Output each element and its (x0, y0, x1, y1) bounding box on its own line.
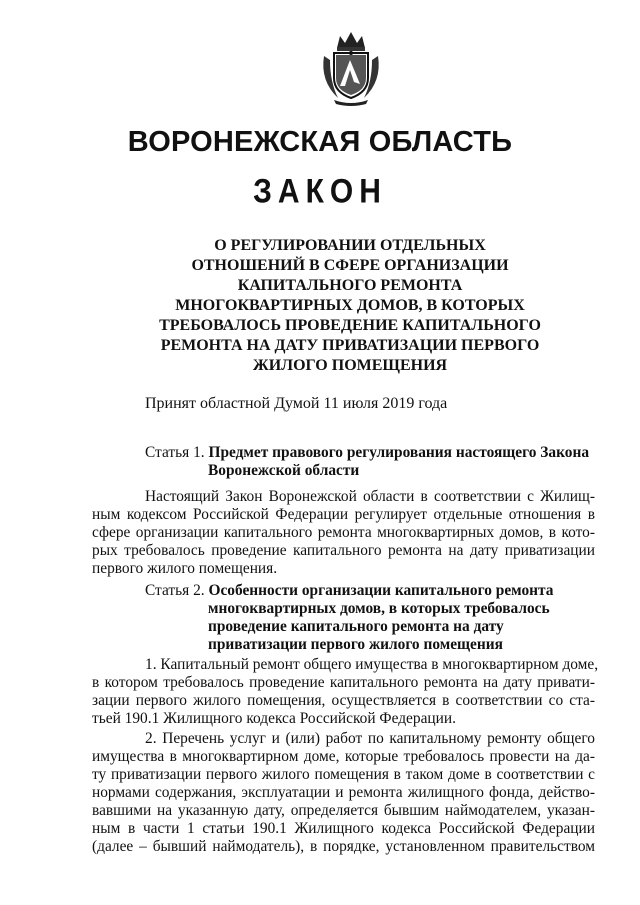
paragraph-line: 1. Капитальный ремонт общего имущества в многоквартирном доме, (145, 656, 599, 673)
law-title-line: ЖИЛОГО ПОМЕЩЕНИЯ (252, 357, 448, 374)
paragraph-line: сфере организации капитального ремонта многоквартирных домов, в кото- (92, 524, 595, 541)
article-label: Статья 1. (145, 444, 205, 461)
coat-of-arms-icon (310, 26, 392, 108)
article-heading: проведение капитального ремонта на дату (208, 618, 504, 635)
law-title-line: ОТНОШЕНИЙ В СФЕРЕ ОРГАНИЗАЦИИ (191, 257, 509, 274)
paragraph-line: (далее – бывший наймодатель), в порядке, установленном правительством (92, 838, 595, 855)
document-type: ЗАКОН (253, 172, 387, 211)
article-heading: многоквартирных домов, в которых требовалось (208, 600, 550, 617)
article-heading: Особенности организации капитального ремонта (208, 582, 554, 599)
law-title-line: О РЕГУЛИРОВАНИИ ОТДЕЛЬНЫХ (214, 237, 486, 254)
adoption-date: Принят областной Думой 11 июля 2019 года (145, 395, 448, 412)
paragraph-line: первого жилого помещения. (92, 560, 278, 577)
paragraph-line: 2. Перечень услуг и (или) работ по капитальному ремонту общего (145, 730, 595, 747)
paragraph-line: вавшими на указанную дату, определяется бывшим наймодателем, указан- (92, 802, 595, 819)
article-heading: Предмет правового регулирования настоящего Закона (208, 444, 590, 461)
region-name: ВОРОНЕЖСКАЯ ОБЛАСТЬ (127, 126, 513, 158)
law-title-line: КАПИТАЛЬНОГО РЕМОНТА (237, 277, 463, 294)
paragraph-line: имущества в многоквартирном доме, которые требовалось провести на да- (92, 748, 595, 765)
paragraph-line: ным в части 1 статьи 190.1 Жилищного кодекса Российской Федерации (92, 820, 595, 837)
paragraph-line: ным кодексом Российской Федерации регулирует отдельные отношения в (92, 506, 595, 523)
paragraph-line: Настоящий Закон Воронежской области в соответствии с Жилищ- (145, 488, 595, 505)
law-title-line: РЕМОНТА НА ДАТУ ПРИВАТИЗАЦИИ ПЕРВОГО (160, 337, 540, 354)
article-label: Статья 2. (145, 582, 205, 599)
paragraph-line: зации первого жилого помещения, осуществляется в соответствии со ста- (92, 692, 595, 709)
article-heading: Воронежской области (208, 462, 360, 479)
article-heading: приватизации первого жилого помещения (208, 636, 503, 653)
paragraph-line: рых требовалось проведение капитального ремонта на дату приватизации (92, 542, 595, 559)
law-title (130, 236, 570, 376)
paragraph-line: ту приватизации первого жилого помещения в таком доме в соответствии с (92, 766, 595, 783)
paragraph-line: нормами содержания, эксплуатации и ремонта жилищного фонда, действо- (92, 784, 595, 801)
law-title-line: ТРЕБОВАЛОСЬ ПРОВЕДЕНИЕ КАПИТАЛЬНОГО (159, 317, 541, 334)
paragraph-line: в котором требовалось проведение капитального ремонта на дату привати- (92, 674, 595, 691)
law-title-line: МНОГОКВАРТИРНЫХ ДОМОВ, В КОТОРЫХ (175, 297, 525, 314)
paragraph-line: тьей 190.1 Жилищного кодекса Российской Федерации. (92, 710, 456, 727)
